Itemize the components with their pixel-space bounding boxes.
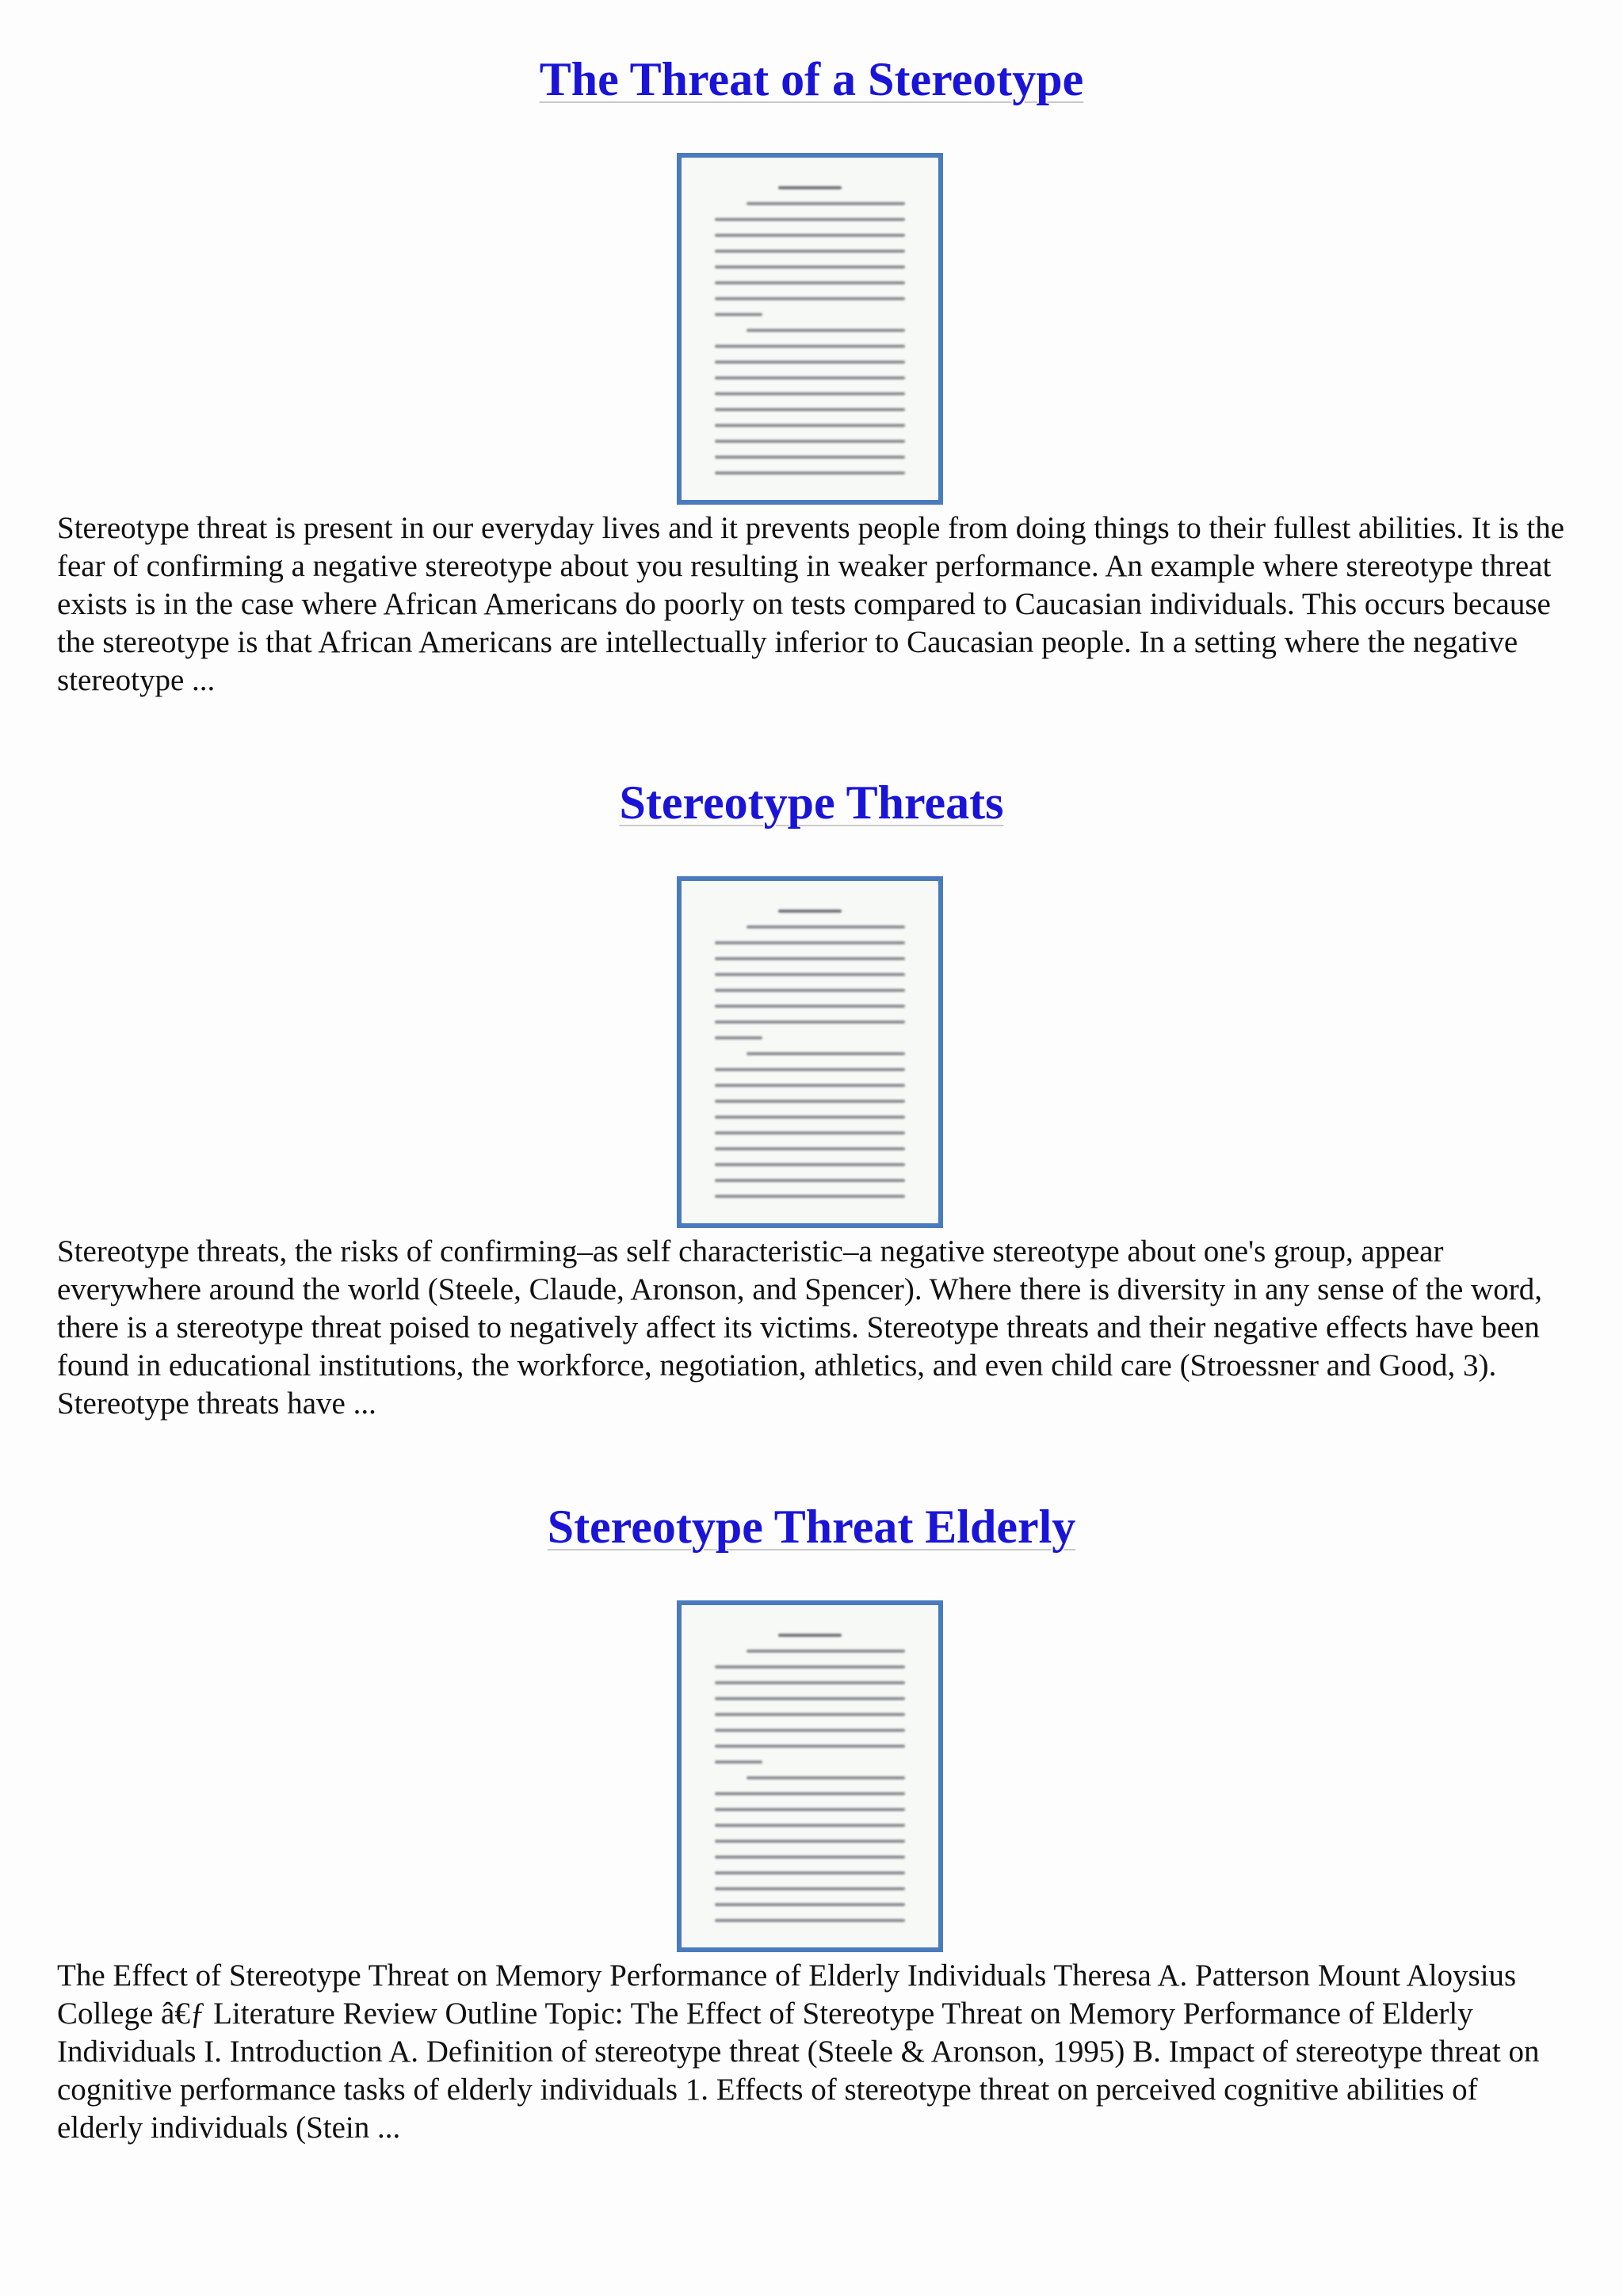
- thumbnail-text-lines: [715, 1634, 905, 1935]
- article-2: [0, 771, 1623, 1421]
- article-excerpt: Stereotype threats, the risks of confirming–as self characteristic–a negative stereotype about one's group, appear everywhere around the world (Steele, Claude, Aronson, and Spencer). Where there is diversity in any sense of the word, there is a stereotype threat poised to negatively affect its victims. Stereotype threats and their negative effects have been found in educational institutions, the workforce, negotiation, athletics, and even child care (Stroessner and Good, 3). Stereotype threats have ...: [57, 1234, 1542, 1421]
- thumbnail-text-lines: [715, 910, 905, 1211]
- article-3: [0, 1495, 1623, 2145]
- thumbnail-container: [0, 876, 1623, 1234]
- article-title-link[interactable]: Stereotype Threats: [619, 776, 1004, 829]
- document-thumbnail[interactable]: [677, 1600, 943, 1952]
- article-excerpt: Stereotype threat is present in our everyday lives and it prevents people from doing things to their fullest abilities. It is the fear of confirming a negative stereotype about you resulting in weaker performance. An example where stereotype threat exists is in the case where African Americans do poorly on tests compared to Caucasian individuals. This occurs because the stereotype is that African Americans are intellectually inferior to Caucasian people. In a setting where the negative stereotype ...: [57, 511, 1564, 697]
- article-title-link[interactable]: Stereotype Threat Elderly: [547, 1501, 1076, 1553]
- thumbnail-container: [0, 153, 1623, 511]
- document-thumbnail[interactable]: [677, 153, 943, 505]
- article-title-link[interactable]: The Threat of a Stereotype: [539, 53, 1084, 105]
- article-1: [0, 48, 1623, 697]
- thumbnail-text-lines: [715, 186, 905, 487]
- document-thumbnail[interactable]: [677, 876, 943, 1228]
- thumbnail-container: [0, 1600, 1623, 1958]
- article-excerpt: The Effect of Stereotype Threat on Memory Performance of Elderly Individuals Theresa A. Patterson Mount Aloysius College â€ƒ Literature Review Outline Topic: The Effect of Stereotype Threat on Memory Performance of Elderly Individuals I. Introduction A. Definition of stereotype threat (Steele & Aronson, 1995) B. Impact of stereotype threat on cognitive performance tasks of elderly individuals 1. Effects of stereotype threat on perceived cognitive abilities of elderly individuals (Stein ...: [57, 1958, 1540, 2145]
